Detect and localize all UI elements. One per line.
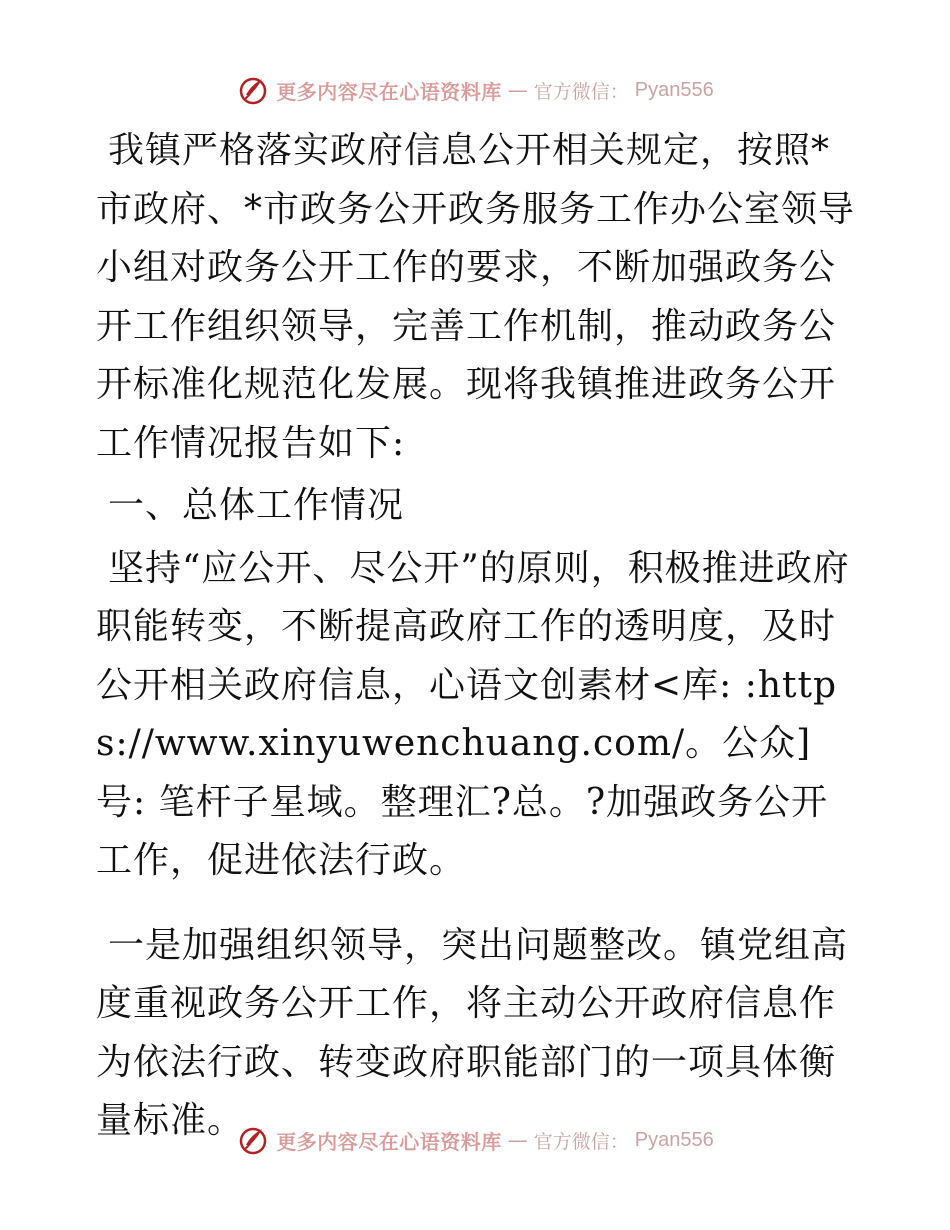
document-body <box>96 122 856 1151</box>
watermark-wechat-id: Pyan556 <box>634 1128 714 1151</box>
watermark-main-text: 更多内容尽在心语资料库 <box>276 1129 502 1154</box>
paragraph-principle: 坚持“应公开、尽公开”的原则，积极推进政府职能转变，不断提高政府工作的透明度，及时公开相关政府信息，心语文创素材<库: :https://www.xinyuwenchuang.com/。公众]号: 笔杆子星域。整理汇?总。?加强政务公开工作，促进依法行政。 <box>96 547 850 881</box>
section-heading: 一、总体工作情况 <box>108 485 405 526</box>
paragraph-intro: 我镇严格落实政府信息公开相关规定，按照*市政府、*市政务公开政务服务工作办公室领导小组对政务公开工作的要求，不断加强政务公开工作组织领导，完善工作机制，推动政务公开标准化规范化发展。现将我镇推进政务公开工作情况报告如下: <box>96 130 856 464</box>
watermark-separator: — <box>507 78 528 102</box>
header-watermark <box>0 68 950 112</box>
paragraph-point-1: 一是加强组织领导，突出问题整改。镇党组高度重视政务公开工作，将主动公开政府信息作为依法行政、转变政府职能部门的一项具体衡量标准。 <box>96 924 849 1141</box>
watermark-wechat-label: 官方微信： <box>533 1130 629 1153</box>
quill-logo-icon <box>236 73 270 107</box>
watermark-wechat-label: 官方微信： <box>533 80 629 103</box>
quill-logo-icon <box>236 1123 270 1157</box>
footer-watermark <box>0 1118 950 1162</box>
watermark-separator: — <box>507 1128 528 1152</box>
watermark-main-text: 更多内容尽在心语资料库 <box>276 79 502 104</box>
watermark-wechat-id: Pyan556 <box>634 78 714 101</box>
